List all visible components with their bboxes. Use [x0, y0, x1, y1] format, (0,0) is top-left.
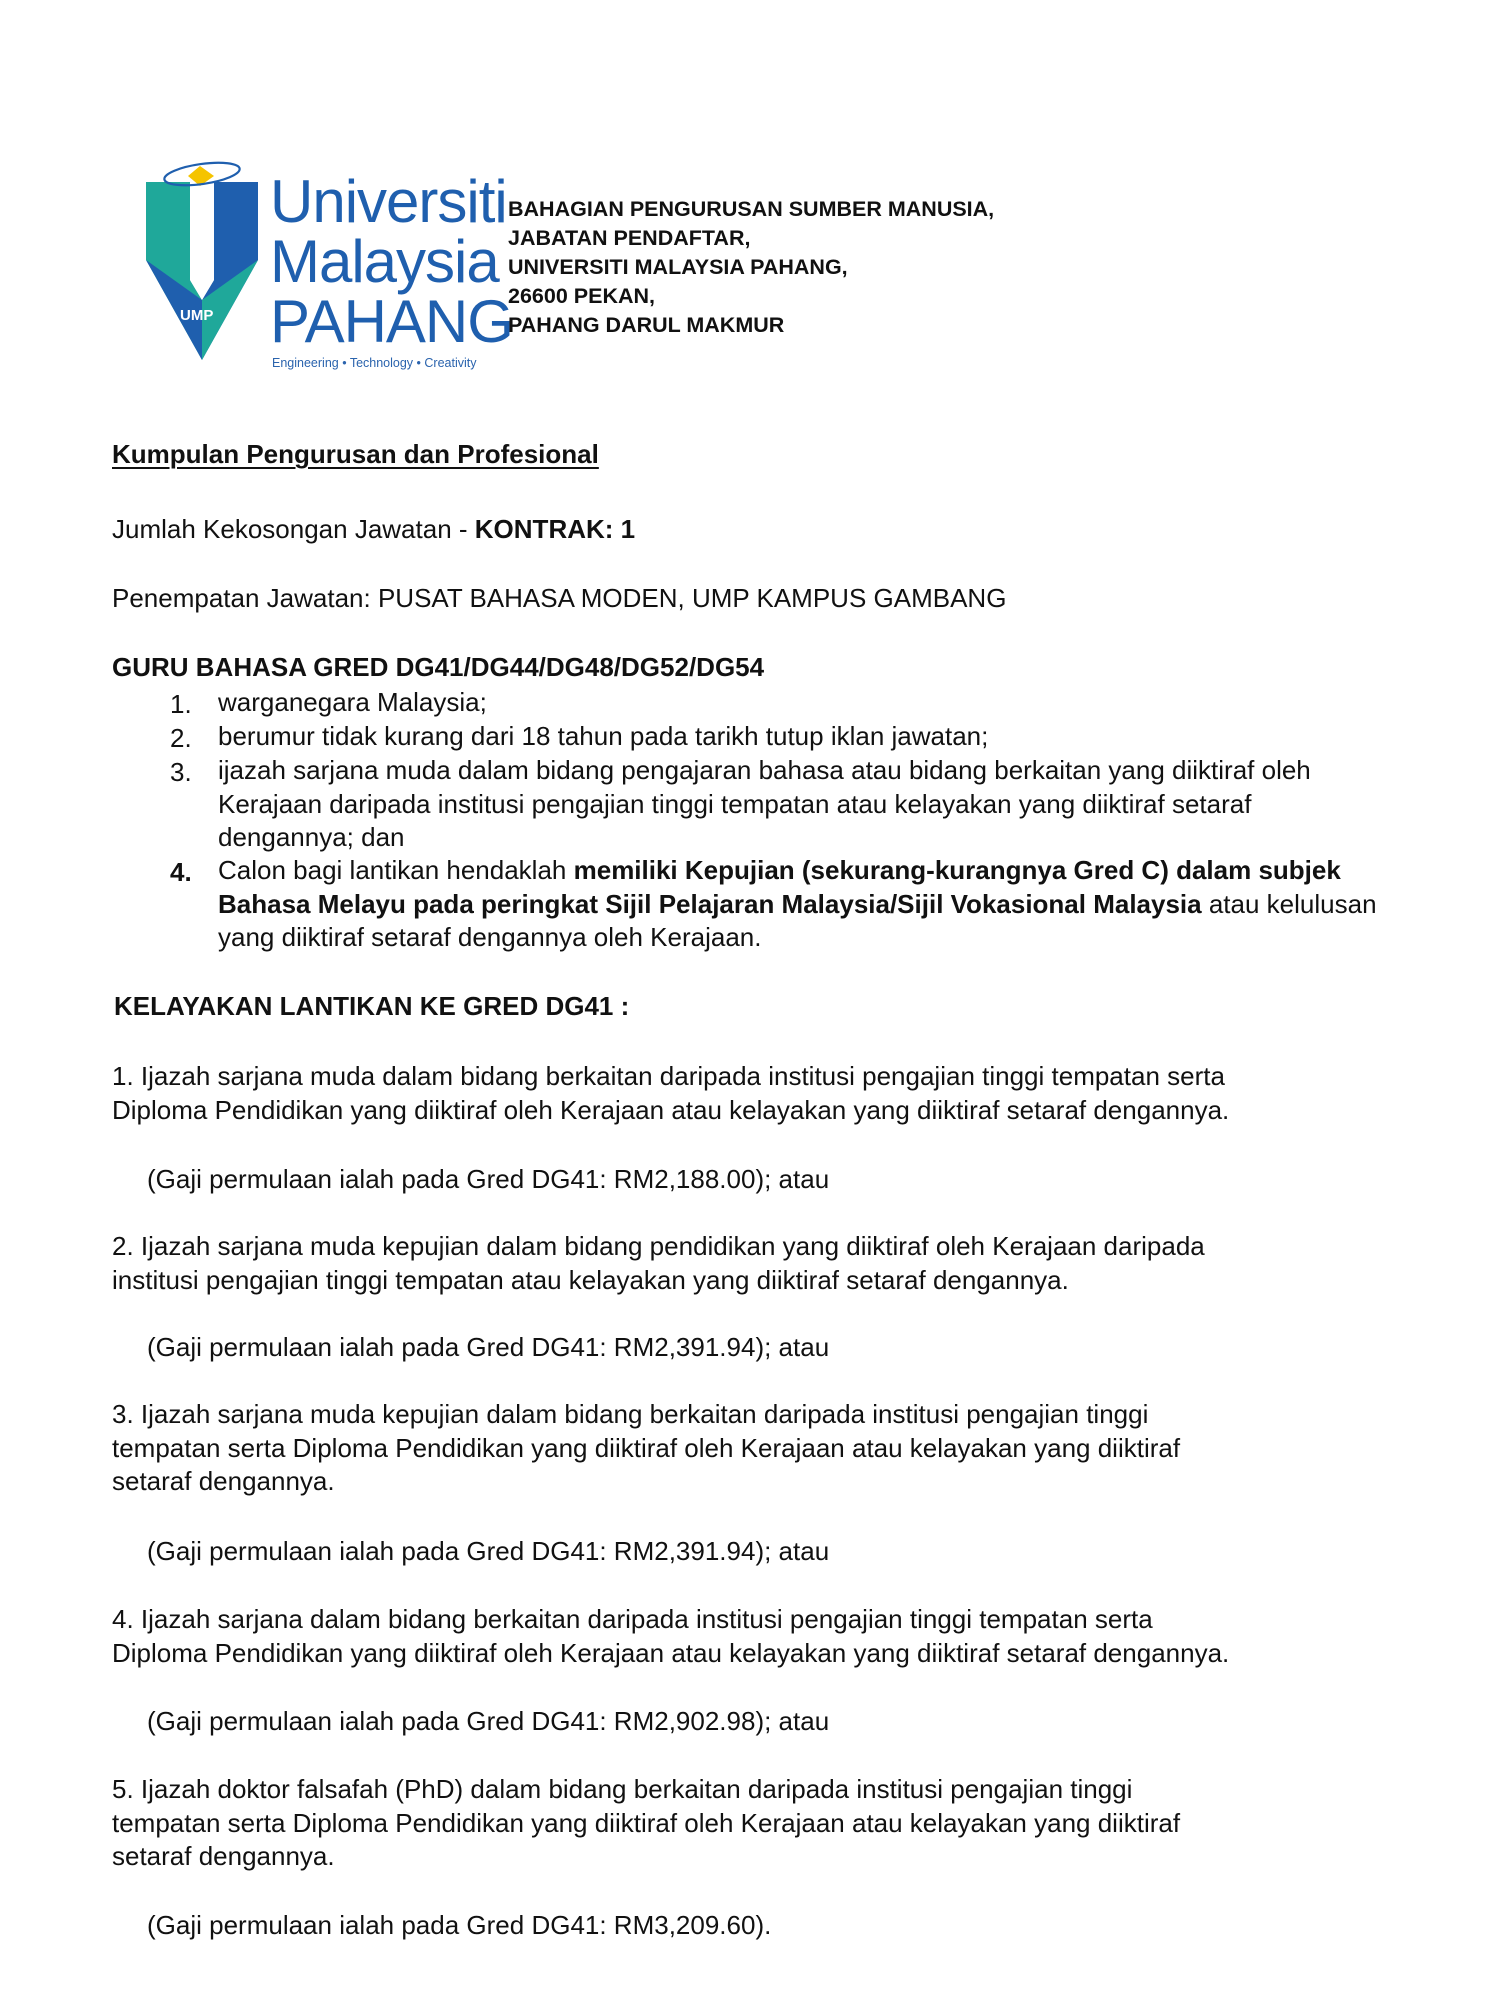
qualification-line: tempatan serta Diploma Pendidikan yang diiktiraf oleh Kerajaan atau kelayakan yang diiktiraf [112, 1432, 1181, 1463]
qualification-line: Diploma Pendidikan yang diiktiraf oleh Kerajaan atau kelayakan yang diiktiraf setaraf dengannya. [112, 1637, 1230, 1668]
ump-shield-icon [140, 160, 270, 370]
list-item: ijazah sarjana muda dalam bidang pengajaran bahasa atau bidang berkaitan yang diiktiraf oleh Kerajaan daripada institusi pengajian tinggi tempatan atau kelayakan yang diiktiraf setaraf dengannya; dan [218, 755, 1311, 852]
qualification-item [112, 1230, 1205, 1297]
logo-word-pahang: PAHANG [270, 288, 513, 355]
qualification-heading: KELAYAKAN LANTIKAN KE GRED DG41 : [114, 991, 630, 1021]
qualification-line: setaraf dengannya. [112, 1466, 335, 1496]
group-heading: Kumpulan Pengurusan dan Profesional [112, 439, 599, 469]
logo-tagline: Engineering • Technology • Creativity [272, 356, 477, 370]
qualification-line: tempatan serta Diploma Pendidikan yang diiktiraf oleh Kerajaan atau kelayakan yang diiktiraf [112, 1807, 1181, 1838]
salary-note: (Gaji permulaan ialah pada Gred DG41: RM3,209.60). [147, 1910, 772, 1940]
placement-line: Penempatan Jawatan: PUSAT BAHASA MODEN, UMP KAMPUS GAMBANG [112, 583, 1007, 613]
list-item [218, 854, 1378, 955]
list-number: 1. [170, 689, 192, 719]
qualification-line: 1. Ijazah sarjana muda dalam bidang berkaitan daripada institusi pengajian tinggi tempatan serta [112, 1061, 1225, 1091]
qualification-item [112, 1773, 1180, 1874]
salary-note: (Gaji permulaan ialah pada Gred DG41: RM2,391.94); atau [147, 1332, 830, 1362]
list-number: 4. [170, 857, 192, 887]
address-block [508, 195, 994, 340]
address-line: JABATAN PENDAFTAR, [508, 226, 751, 250]
qualification-item [112, 1398, 1180, 1499]
qualification-line: Diploma Pendidikan yang diiktiraf oleh Kerajaan atau kelayakan yang diiktiraf setaraf dengannya. [112, 1094, 1230, 1125]
list-number: 3. [170, 757, 192, 787]
address-line: UNIVERSITI MALAYSIA PAHANG, [508, 255, 848, 279]
list-number: 2. [170, 723, 192, 753]
qualification-line: institusi pengajian tinggi tempatan atau kelayakan yang diiktiraf setaraf dengannya. [112, 1264, 1069, 1295]
vacancy-label: Jumlah Kekosongan Jawatan - [112, 514, 475, 544]
qualification-line: setaraf dengannya. [112, 1841, 335, 1871]
salary-note: (Gaji permulaan ialah pada Gred DG41: RM2,902.98); atau [147, 1706, 830, 1736]
list-item: berumur tidak kurang dari 18 tahun pada tarikh tutup iklan jawatan; [218, 721, 989, 751]
qualification-line: 3. Ijazah sarjana muda kepujian dalam bidang berkaitan daripada institusi pengajian tinggi [112, 1399, 1149, 1429]
svg-text:UMP: UMP [180, 307, 214, 324]
university-logo [140, 160, 513, 380]
salary-note: (Gaji permulaan ialah pada Gred DG41: RM2,188.00); atau [147, 1164, 830, 1194]
list-item-text: Calon bagi lantikan hendaklah [218, 855, 574, 885]
logo-word-universiti: Universiti [270, 168, 507, 235]
qualification-line: 5. Ijazah doktor falsafah (PhD) dalam bidang berkaitan daripada institusi pengajian tinggi [112, 1774, 1133, 1804]
list-item-text: atau kelulusan yang diiktiraf setaraf dengannya oleh Kerajaan. [218, 888, 1377, 952]
address-line: BAHAGIAN PENGURUSAN SUMBER MANUSIA, [508, 197, 995, 221]
vacancy-value: KONTRAK: 1 [474, 514, 636, 544]
position-title: GURU BAHASA GRED DG41/DG44/DG48/DG52/DG54 [112, 652, 765, 682]
list-item-emphasis: memiliki Kepujian (sekurang-kurangnya Gred C) dalam subjek Bahasa Melayu pada peringkat Sijil Pelajaran Malaysia/Sijil Vokasional Malaysia [218, 855, 1341, 919]
qualification-line: 2. Ijazah sarjana muda kepujian dalam bidang pendidikan yang diiktiraf oleh Kerajaan daripada [112, 1231, 1205, 1261]
list-item: warganegara Malaysia; [218, 687, 487, 717]
qualification-line: 4. Ijazah sarjana dalam bidang berkaitan daripada institusi pengajian tinggi tempatan serta [112, 1604, 1153, 1634]
address-line: PAHANG DARUL MAKMUR [508, 313, 785, 337]
qualification-item [112, 1603, 1229, 1670]
logo-word-malaysia: Malaysia [270, 228, 499, 295]
vacancy-line [112, 513, 635, 547]
salary-note: (Gaji permulaan ialah pada Gred DG41: RM2,391.94); atau [147, 1536, 830, 1566]
address-line: 26600 PEKAN, [508, 284, 655, 308]
qualification-item [112, 1060, 1229, 1127]
